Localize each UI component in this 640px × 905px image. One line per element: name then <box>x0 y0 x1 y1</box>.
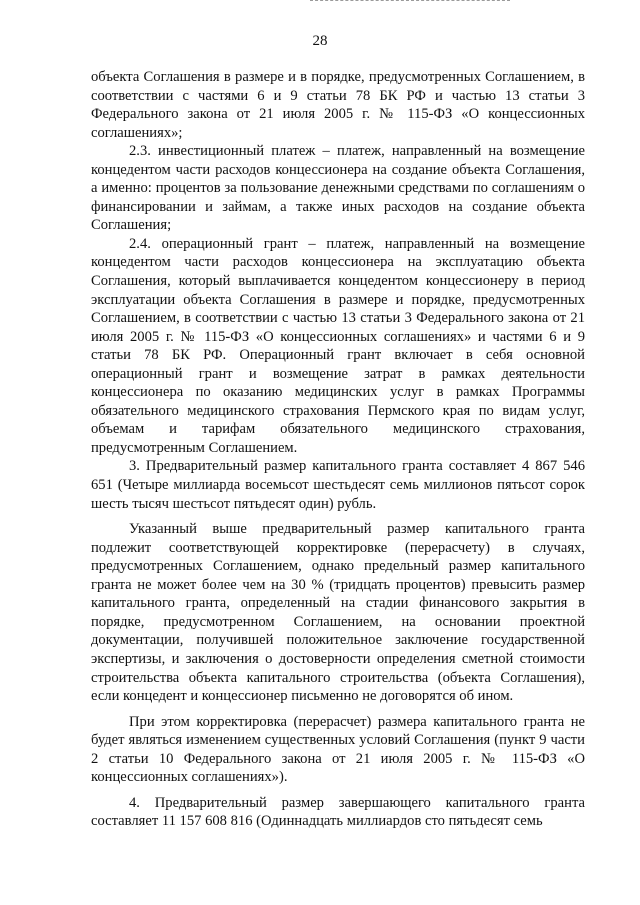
paragraph-2-4: 2.4. операционный грант – платеж, направленный на возмещение концедентом части расходов концессионера на эксплуатацию объекта Соглашения, который выплачивается концедентом концессионеру в период эксплуатации объекта Соглашения в размере и порядке, предусмотренных Соглашением, в соответствии с частью 13 статьи 3 Федерального закона от 21 июля 2005 г. № 115-ФЗ «О концессионных соглашениях» и частями 6 и 9 статьи 78 БК РФ. Операционный грант включает в себя основной операционный грант и возмещение затрат в рамках деятельности концессионера по оказанию медицинских услуг в рамках Программы обязательного медицинского страхования Пермского края по видам услуг, объемам и тарифам обязательного медицинского страхования, предусмотренным Соглашением. <box>91 235 585 456</box>
paragraph-2-3: 2.3. инвестиционный платеж – платеж, направленный на возмещение концедентом части расходов концессионера на создание объекта Соглашения, а именно: процентов за пользование денежными средствами по соглашениям о финансировании и займам, а также иных расходов на создание объекта Соглашения; <box>91 143 585 234</box>
page-number: 28 <box>312 33 328 49</box>
paragraph-continuation: объекта Соглашения в размере и в порядке, предусмотренных Соглашением, в соответствии с частями 6 и 9 статьи 78 БК РФ и частью 13 статьи 3 Федерального закона от 21 июля 2005 г. № 115-ФЗ «О концессионных соглашениях»; <box>91 69 585 141</box>
paragraph-3-note: При этом корректировка (перерасчет) размера капитального гранта не будет являться изменением существенных условий Соглашения (пункт 9 части 2 статьи 10 Федерального закона от 21 июля 2005 г. № 115-ФЗ «О концессионных соглашениях»). <box>91 713 585 786</box>
paragraph-3: 3. Предварительный размер капитального гранта составляет 4 867 546 651 (Четыре миллиарда восемьсот шестьдесят семь миллионов пятьсот сорок шесть тысяч шестьсот пятьдесят один) рубль. <box>91 458 585 512</box>
scan-edge-line <box>310 0 510 2</box>
paragraph-3-correction: Указанный выше предварительный размер капитального гранта подлежит соответствующей корректировке (перерасчету) в случаях, предусмотренных Соглашением, однако предельный размер капитального гранта не может более чем на 30 % (тридцать процентов) превысить размер капитального гранта, определенный на стадии финансового закрытия в порядке, предусмотренном Соглашением, на основании проектной документации, получившей положительное заключение государственной экспертизы, и заключения о достоверности определения сметной стоимости строительства объекта капитального строительства (объекта Соглашения), если концедент и концессионер письменно не договорятся об ином. <box>91 521 585 705</box>
paragraph-4: 4. Предварительный размер завершающего капитального гранта составляет 11 157 608 816 (Одиннадцать миллиардов сто пятьдесят семь <box>91 794 585 830</box>
document-body <box>91 68 585 831</box>
